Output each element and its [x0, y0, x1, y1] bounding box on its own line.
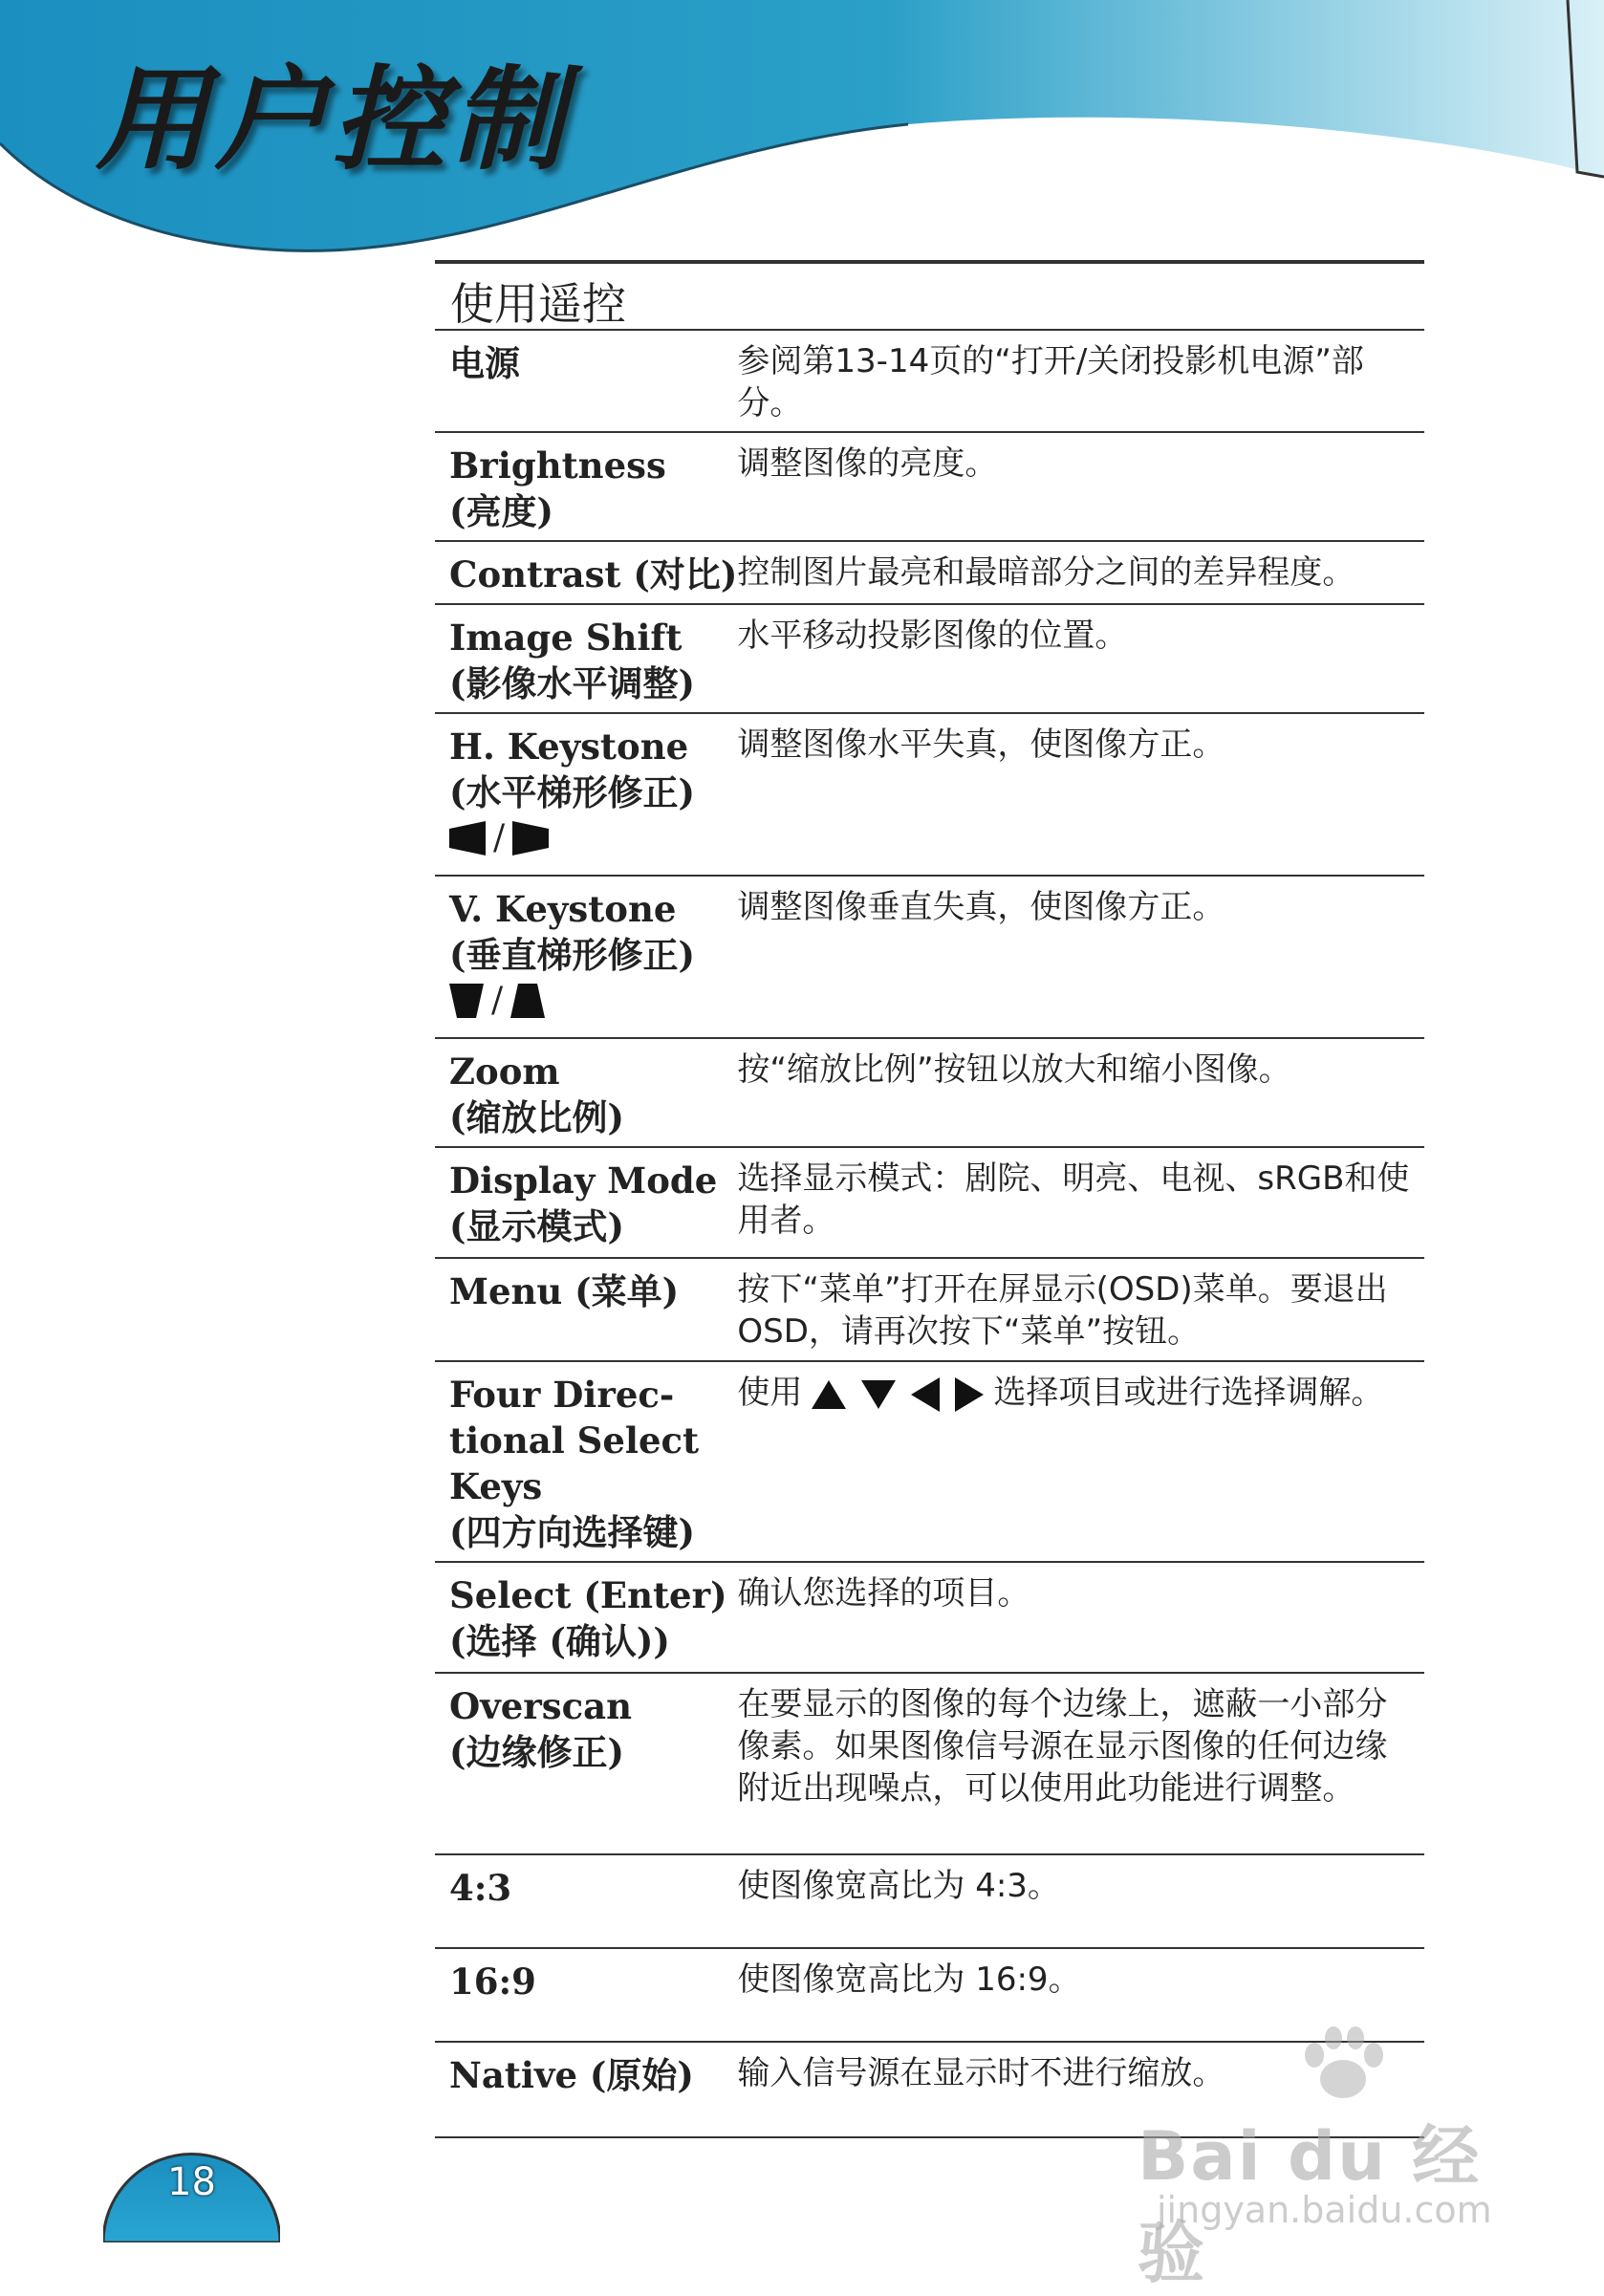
- row-description: 调整图像垂直失真，使图像方正。: [737, 876, 1424, 1038]
- table-row: [435, 541, 1424, 604]
- row-description: 按“缩放比例”按钮以放大和缩小图像。: [737, 1038, 1424, 1147]
- arrow-up-icon: [812, 1380, 846, 1409]
- row-label: Four Direc- tional Select Keys (四方向选择键): [435, 1361, 737, 1562]
- table-row: [435, 432, 1424, 541]
- paw-print-icon: [1300, 2026, 1386, 2103]
- arrow-right-icon: [955, 1377, 984, 1412]
- watermark: [1138, 2026, 1520, 2292]
- row-description: 使用 选择项目或进行选择调解。: [737, 1361, 1424, 1562]
- row-label: V. Keystone (垂直梯形修正) /: [435, 876, 737, 1038]
- row-label: Display Mode (显示模式): [435, 1147, 737, 1258]
- row-description: 输入信号源在显示时不进行缩放。: [737, 2042, 1424, 2137]
- row-label: Brightness (亮度): [435, 432, 737, 541]
- section-title: 使用遥控: [435, 264, 1424, 331]
- table-row: [435, 1673, 1424, 1854]
- row-description: 在要显示的图像的每个边缘上，遮蔽一小部分像素。如果图像信号源在显示图像的任何边缘附近出现噪点，可以使用此功能进行调整。: [737, 1673, 1424, 1854]
- row-description: 调整图像的亮度。: [737, 432, 1424, 541]
- h-keystone-left-icon: [449, 821, 486, 856]
- table-row: [435, 1038, 1424, 1147]
- arrow-down-icon: [861, 1380, 896, 1409]
- arrow-left-icon: [911, 1377, 940, 1412]
- row-label: Native (原始): [435, 2042, 737, 2137]
- row-description: 确认您选择的项目。: [737, 1562, 1424, 1673]
- remote-functions-table: [435, 331, 1424, 2138]
- row-description: 使图像宽高比为 16:9。: [737, 1948, 1424, 2042]
- page-number: 18: [167, 2160, 216, 2204]
- v-keystone-down-icon: [449, 984, 484, 1018]
- row-label: 电源: [435, 331, 737, 432]
- row-description: 按下“菜单”打开在屏显示(OSD)菜单。要退出OSD，请再次按下“菜单”按钮。: [737, 1258, 1424, 1361]
- row-description: 选择显示模式：剧院、明亮、电视、sRGB和使用者。: [737, 1147, 1424, 1258]
- watermark-brand: Bai du 经验: [1138, 2117, 1482, 2292]
- remote-control-section: [435, 260, 1424, 2138]
- row-label: 16:9: [435, 1948, 737, 2042]
- row-label: Contrast (对比): [435, 541, 737, 604]
- row-description: 水平移动投影图像的位置。: [737, 604, 1424, 713]
- row-label: Zoom (缩放比例): [435, 1038, 737, 1147]
- table-row: [435, 331, 1424, 432]
- table-row: [435, 1258, 1424, 1361]
- page-title: 用户控制: [96, 54, 571, 185]
- row-description: 使图像宽高比为 4:3。: [737, 1854, 1424, 1948]
- row-label: Image Shift (影像水平调整): [435, 604, 737, 713]
- table-row: [435, 876, 1424, 1038]
- table-row: [435, 1361, 1424, 1562]
- table-row: [435, 604, 1424, 713]
- h-keystone-symbols: /: [449, 815, 737, 861]
- table-row: [435, 1562, 1424, 1673]
- row-description: 调整图像水平失真，使图像方正。: [737, 713, 1424, 876]
- table-row: [435, 1147, 1424, 1258]
- v-keystone-up-icon: [510, 984, 545, 1018]
- row-description: 参阅第13-14页的“打开/关闭投影机电源”部分。: [737, 331, 1424, 432]
- row-label: Overscan (边缘修正): [435, 1673, 737, 1854]
- watermark-url: jingyan.baidu.com: [1157, 2189, 1492, 2231]
- table-row: [435, 1854, 1424, 1948]
- h-keystone-right-icon: [512, 821, 549, 856]
- direction-keys: [812, 1377, 984, 1412]
- row-label: Menu (菜单): [435, 1258, 737, 1361]
- row-label: H. Keystone (水平梯形修正) /: [435, 713, 737, 876]
- table-row: [435, 713, 1424, 876]
- row-description: 控制图片最亮和最暗部分之间的差异程度。: [737, 541, 1424, 604]
- row-label: 4:3: [435, 1854, 737, 1948]
- row-label: Select (Enter) (选择 (确认)): [435, 1562, 737, 1673]
- v-keystone-symbols: /: [449, 978, 737, 1024]
